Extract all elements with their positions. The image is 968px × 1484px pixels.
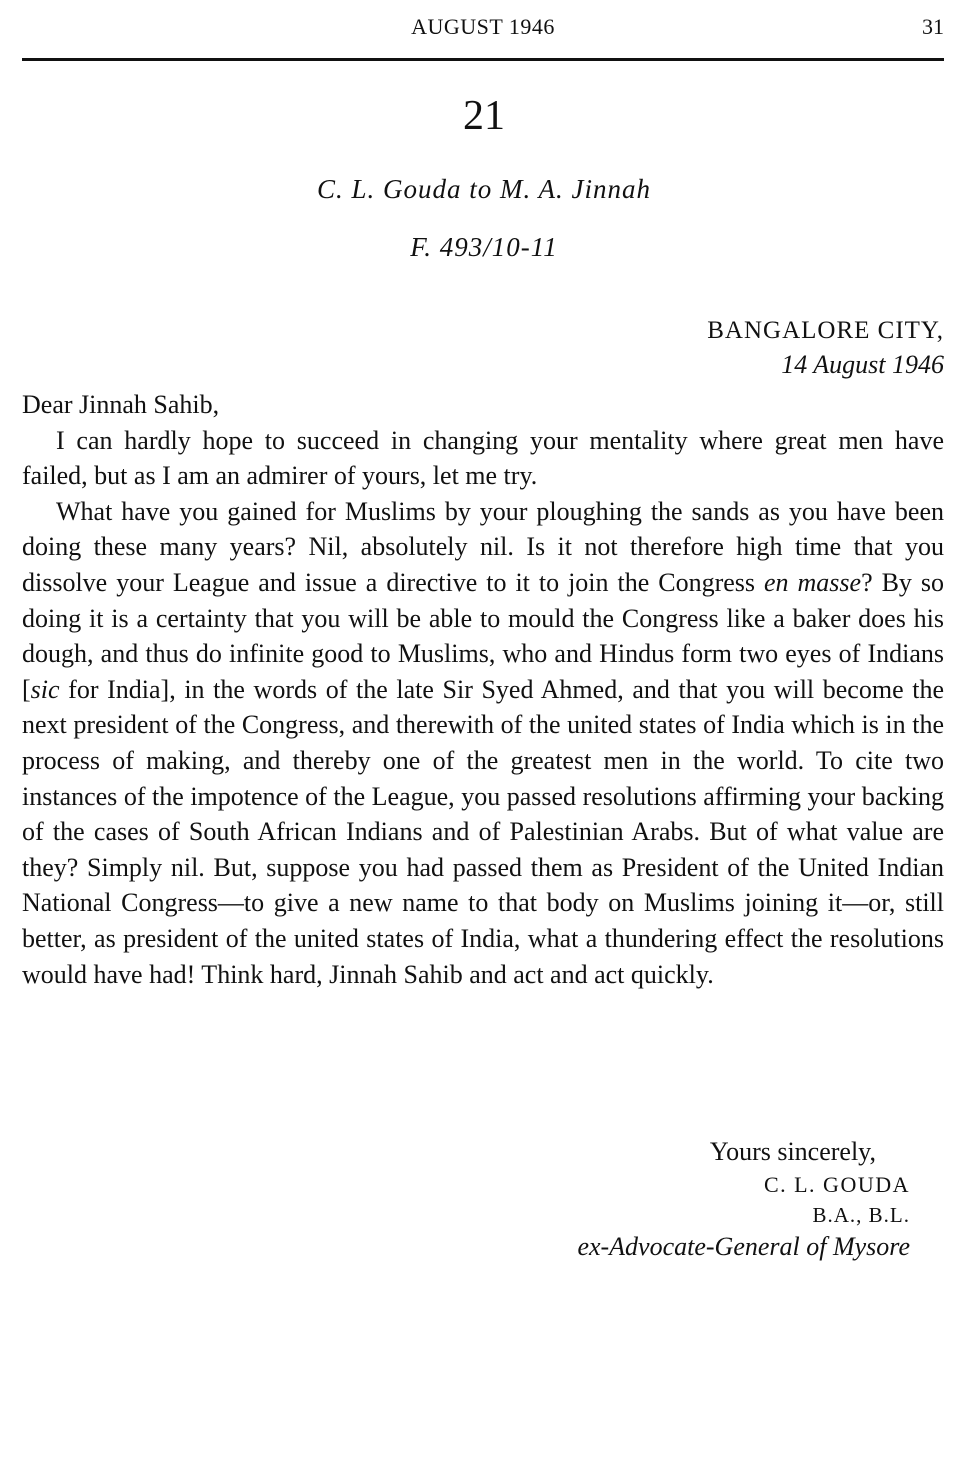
paragraph-2-part-b: ? By so doing it is a certainty that you will be able to mould the Congress like a baker does his dough, and thus do infinite good to Muslims, who and Hindus form two eyes of Indians [ (22, 567, 945, 704)
signatory-name: C. L. GOUDA (763, 1172, 910, 1197)
header-rule (22, 58, 944, 61)
emphasis-sic: sic (30, 674, 60, 704)
valediction: Yours sincerely, (709, 1137, 876, 1166)
closing-block (577, 1134, 910, 1264)
dateline (707, 314, 944, 382)
signatory-designation: ex-Advocate-General of Mysore (577, 1232, 910, 1261)
salutation: Dear Jinnah Sahib, (22, 390, 220, 419)
paragraph-2-part-a: What have you gained for Muslims by your ploughing the sands as you have been doing these many years? Nil, absolutely nil. Is it not therefore high time that you dissolve your League and issue a directive to it to join the Congress (22, 496, 944, 597)
correspondence-heading: C. L. Gouda to M. A. Jinnah (316, 174, 651, 204)
signatory-degrees: B.A., B.L. (812, 1203, 910, 1227)
dateline-place: BANGALORE CITY, (707, 317, 944, 344)
running-title: AUGUST 1946 (411, 14, 555, 39)
emphasis-en-masse: en masse (763, 567, 862, 597)
document-number: 21 (463, 93, 505, 139)
file-reference: F. 493/10-11 (410, 232, 558, 262)
letter-body (22, 387, 944, 992)
running-head (22, 14, 944, 44)
paragraph-2-part-c: for India], in the words of the late Sir Syed Ahmed, and that you will become the next president of the Congress, and therewith of the united states of India which is in the process of making, and thereby one of the greatest men in the world. To cite two instances of the impotence of the League, you passed resolutions affirming your backing of the cases of South African Indians and of Palestinian Arabs. But of what value are they? Simply nil. But, suppose you had passed them as President of the United Indian National Congress—to give a new name to that body on Muslims joining it—or, still better, as president of the united states of India, what a thundering effect the resolutions would have had! Think hard, Jinnah Sahib and act and act quickly. (22, 674, 944, 989)
paragraph-2 (22, 494, 944, 992)
dateline-date: 14 August 1946 (781, 350, 944, 379)
page-number: 31 (922, 14, 944, 39)
paragraph-1: I can hardly hope to succeed in changing your mentality where great men have failed, but as I am an admirer of yours, let me try. (22, 425, 944, 491)
